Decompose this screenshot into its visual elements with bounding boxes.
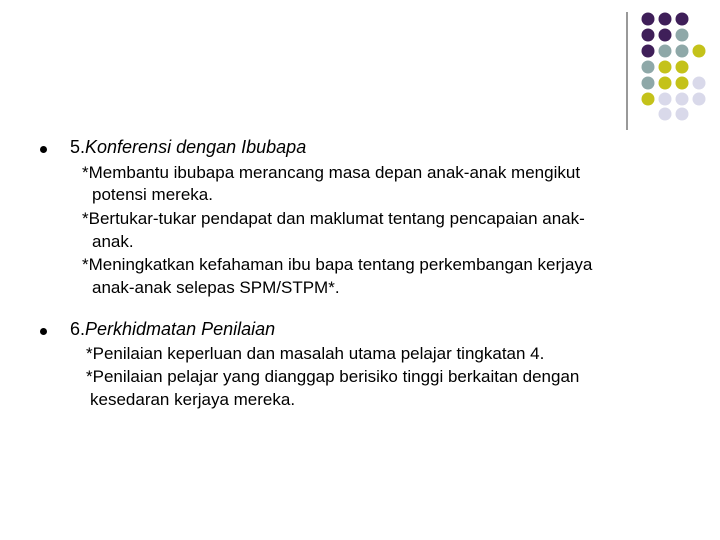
section-heading [70, 319, 275, 340]
decorative-dot [642, 77, 655, 90]
decorative-dot [676, 108, 689, 121]
decorative-dot [693, 77, 706, 90]
decorative-dot [693, 45, 706, 58]
decorative-dot [676, 13, 689, 26]
section-title: Konferensi dengan Ibubapa [85, 137, 307, 157]
section-line: *Penilaian pelajar yang dianggap berisiko tinggi berkaitan dengan [86, 367, 580, 386]
decorative-dot [642, 61, 655, 74]
decorative-dot [642, 29, 655, 42]
decorative-dot [659, 29, 672, 42]
section-line: anak. [92, 232, 134, 251]
decorative-dot [642, 45, 655, 58]
decorative-dot [659, 13, 672, 26]
section-line: *Membantu ibubapa merancang masa depan anak-anak mengikut [82, 163, 581, 182]
decorative-dot [676, 77, 689, 90]
section-number: 5. [70, 137, 86, 157]
decorative-dot [676, 93, 689, 106]
decorative-dot [676, 29, 689, 42]
decorative-dot [659, 77, 672, 90]
decorative-dot [659, 108, 672, 121]
decorative-dot [659, 93, 672, 106]
decorative-dot-grid [0, 0, 720, 130]
decorative-dot [642, 13, 655, 26]
section-line: *Penilaian keperluan dan masalah utama pelajar tingkatan 4. [86, 344, 545, 363]
bullet-icon [40, 328, 47, 335]
section-line: *Meningkatkan kefahaman ibu bapa tentang perkembangan kerjaya [82, 255, 593, 274]
section-line: anak-anak selepas SPM/STPM*. [92, 278, 340, 297]
section-line: kesedaran kerjaya mereka. [90, 390, 296, 409]
decorative-dot [659, 45, 672, 58]
section-line: potensi mereka. [92, 185, 213, 204]
decorative-dot [693, 93, 706, 106]
decorative-dot [676, 61, 689, 74]
decorative-dot [659, 61, 672, 74]
section-heading [70, 137, 306, 158]
decorative-dot [642, 93, 655, 106]
section-line: *Bertukar-tukar pendapat dan maklumat tentang pencapaian anak- [82, 209, 585, 228]
bullet-icon [40, 146, 47, 153]
section-number: 6. [70, 319, 86, 339]
section-title: Perkhidmatan Penilaian [85, 319, 276, 339]
decorative-dot [676, 45, 689, 58]
